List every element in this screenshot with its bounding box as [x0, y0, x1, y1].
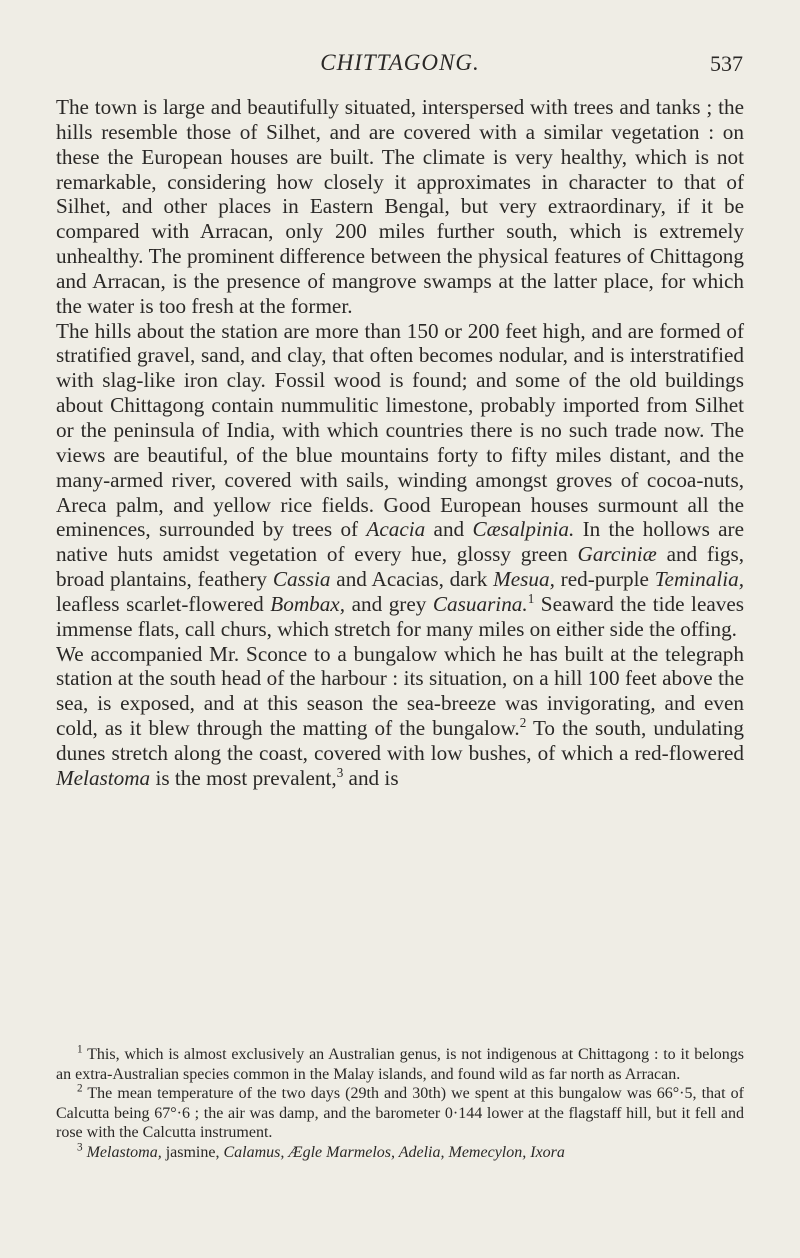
footnote-1	[56, 1045, 744, 1084]
text-run: is the most prevalent,	[150, 765, 337, 790]
text-run: leafless scarlet-flowered	[56, 591, 271, 616]
running-head	[0, 50, 800, 80]
taxon-name: Calamus, Ægle Marmelos, Adelia, Memecylon, Ixora	[223, 1143, 565, 1161]
text-run: and figs, broad plantains, feathery	[56, 542, 744, 592]
taxon-name: Melastoma,	[86, 1143, 162, 1161]
footnote-ref-2[interactable]: 2	[519, 715, 527, 731]
footnote-2	[56, 1084, 744, 1143]
text-run: Seaward the tide leaves immense flats, call churs, which stretch for many miles on either side the offing.	[56, 591, 744, 641]
taxon-name: Acacia	[366, 517, 426, 542]
text-run: and	[425, 517, 473, 542]
footnotes	[56, 1045, 744, 1163]
paragraph-1: The town is large and beautifully situated, interspersed with trees and tanks ; the hills resemble those of Silhet, and are covered with a similar vegetation : on these the European houses are built. The climate is very healthy, which is not remarkable, considering how closely it approximates in character to that of Silhet, and other places in Eastern Bengal, but very extraordinary, if it be compared with Arracan, only 200 miles further south, which is extremely unhealthy. The prominent difference between the physical features of Chittagong and Arracan, is the presence of mangrove swamps at the latter place, for which the water is too fresh at the former.	[56, 95, 744, 318]
text-run: The hills about the station are more than 150 or 200 feet high, and are formed of stratified gravel, sand, and clay, that often becomes nodular, and is interstratified with slag-like iron clay. Fossil wood is found; and some of the old buildings about Chittagong contain nummulitic limestone, probably imported from Silhet or the peninsula of India, with which countries there is no such trade now. The views are beautiful, of the blue mountains forty to fifty miles distant, and the many-armed river, covered with sails, winding amongst groves of cocoa-nuts, Areca palm, and yellow rice fields. Good European houses surmount all the eminences, surrounded by trees of	[56, 318, 744, 542]
text-run: To the south, undulating dunes stretch along the coast, covered with low bushes, of which a red-flowered	[56, 716, 744, 765]
text-run: We accompanied Mr. Sconce to a bungalow which he has built at the telegraph station at the south head of the harbour : its situation, on a hill 100 feet above the sea, is exposed, and at this season the sea-breeze was invigorating, and even cold, as it blew through the matting of the bungalow.	[56, 641, 744, 741]
taxon-name: Mesua,	[493, 567, 555, 592]
footnote-mark: 1	[77, 1043, 83, 1056]
text-run: jasmine,	[161, 1143, 224, 1161]
taxon-name: Casuarina.	[432, 591, 528, 616]
text-run: In the hollows are native huts amidst vegetation of every hue, glossy green	[56, 517, 745, 567]
taxon-name: Bombax,	[270, 591, 346, 616]
footnote-mark: 3	[77, 1141, 83, 1154]
paragraph-2	[56, 319, 744, 642]
taxon-name: Melastoma	[56, 765, 151, 790]
text-run: and is	[343, 765, 399, 790]
footnote-ref-1[interactable]: 1	[527, 590, 535, 606]
taxon-name: Garciniæ	[577, 542, 657, 567]
paragraph-3	[56, 642, 744, 791]
body-text	[56, 95, 744, 791]
taxon-name: Cæsalpinia.	[472, 517, 575, 542]
footnote-text: This, which is almost exclusively an Australian genus, is not indigenous at Chittagong : to it belongs an extra-Australian species common in the Malay islands, and found wild as far north as Arracan.	[56, 1046, 744, 1083]
taxon-name: Cassia	[272, 567, 331, 592]
text-run: red-purple	[554, 567, 655, 592]
running-title: CHITTAGONG.	[320, 50, 480, 75]
footnote-ref-3[interactable]: 3	[336, 764, 344, 780]
footnote-3	[56, 1143, 744, 1163]
text-run: and Acacias, dark	[330, 567, 494, 592]
footnote-mark: 2	[77, 1082, 83, 1095]
text-run: and grey	[345, 591, 433, 616]
taxon-name: Teminalia,	[654, 567, 744, 592]
page-number: 537	[710, 51, 743, 76]
footnote-text: The mean temperature of the two days (29th and 30th) we spent at this bungalow was 66°·5, that of Calcutta being 67°·6 ; the air was damp, and the barometer 0·144 lower at the flagstaff hill, but it fell and rose with the Calcutta instrument.	[56, 1085, 744, 1142]
